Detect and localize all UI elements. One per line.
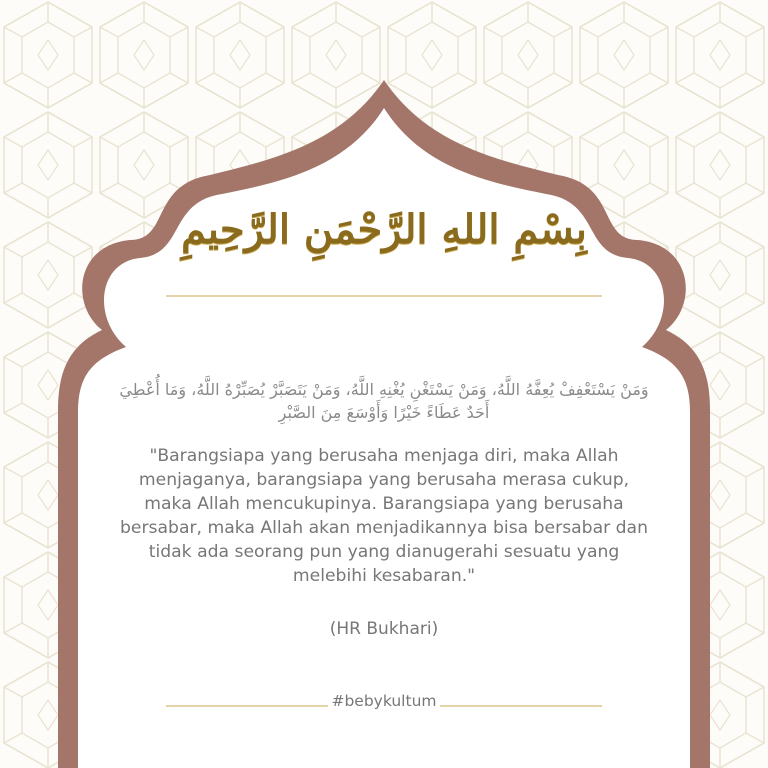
hashtag-label: #bebykultum — [331, 692, 437, 710]
arabic-hadith-text: وَمَنْ يَسْتَعْفِفْ يُعِفَّهُ اللَّهُ، وَمَنْ يَسْتَغْنِ يُغْنِهِ اللَّهُ، وَمَنْ يَتَصَبَّرْ يُصَبِّرْهُ اللَّهُ، وَمَا أُعْطِيَ أَحَدٌ عَطَاءً خَيْرًا وَأَوْسَعَ مِنَ الصَّبْرِ — [119, 380, 649, 422]
bismillah-calligraphy: بِسْمِ اللهِ الرَّحْمَنِ الرَّحِيمِ — [181, 206, 587, 253]
source-label: (HR Bukhari) — [329, 619, 439, 639]
translation-text: "Barangsiapa yang berusaha menjaga diri, maka Allah menjaganya, barangsiapa yang berusaha merasa cukup, maka Allah mencukupinya. Barangsiapa yang berusaha bersabar, maka Allah akan menjadikannya bisa bersabar dan tidak ada seorang pun yang dianugerahi sesuatu yang melebihi kesabaran." — [120, 446, 648, 586]
